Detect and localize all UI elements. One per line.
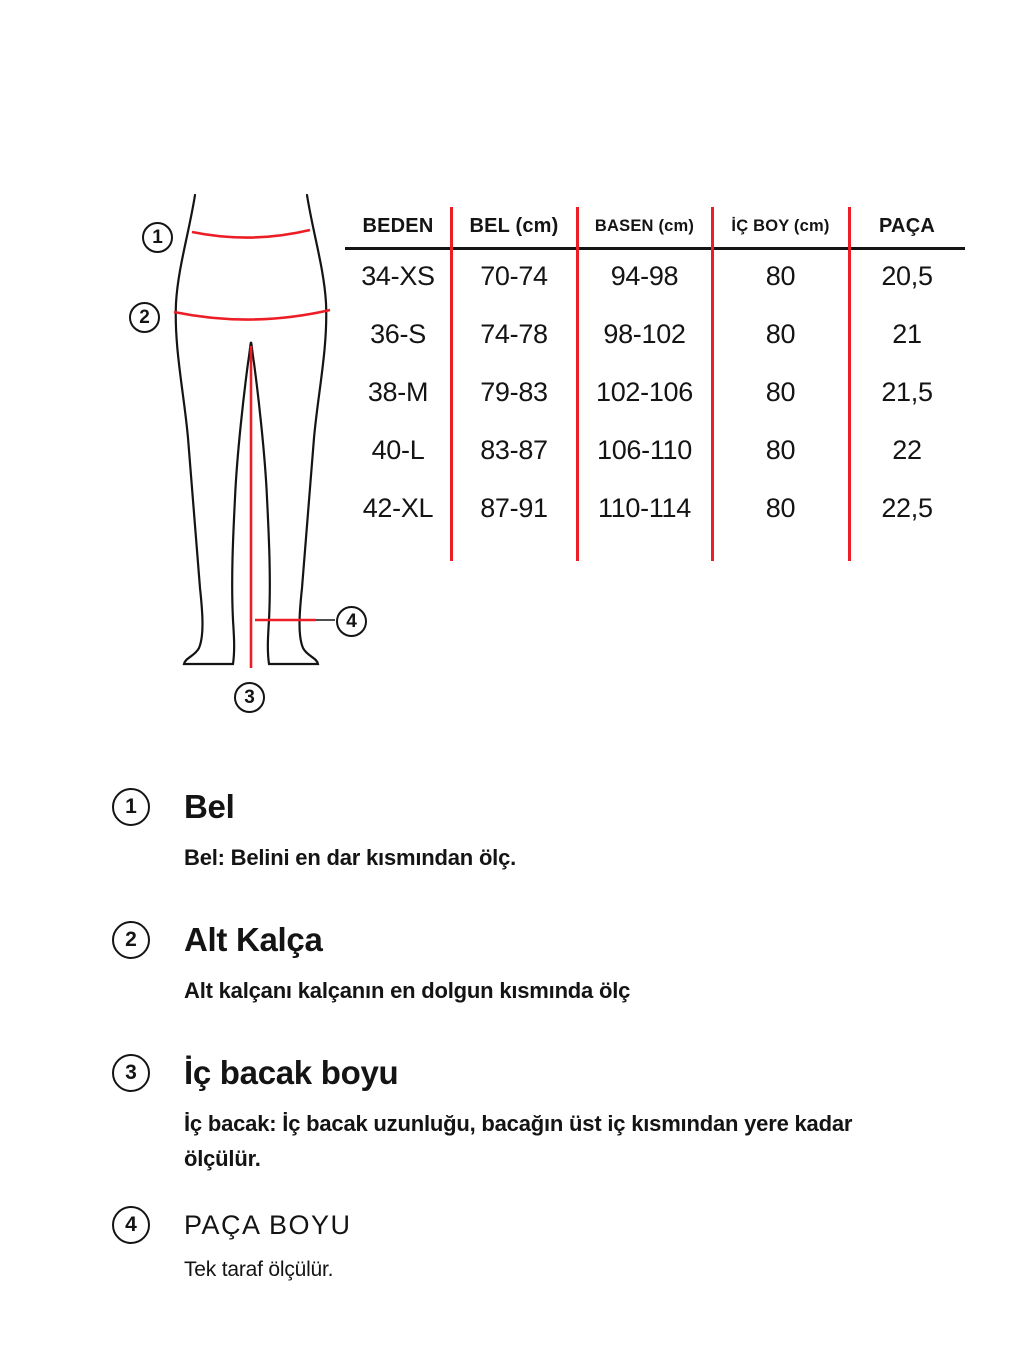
legend-title: PAÇA BOYU <box>184 1210 352 1240</box>
size-cell: 74-78 <box>480 318 548 349</box>
legend-description: Bel: Belini en dar kısmından ölç. <box>184 845 517 870</box>
column-divider <box>848 207 851 561</box>
size-cell: 80 <box>765 318 796 349</box>
size-cell: 20,5 <box>881 260 933 291</box>
pants-measurement-diagram <box>120 188 360 718</box>
legend-item-paca-boyu <box>112 1206 932 1287</box>
col-header-beden: BEDEN <box>362 214 434 237</box>
size-cell: 22 <box>892 434 922 465</box>
legend-description: İç bacak: İç bacak uzunluğu, bacağın üst iç kısmından yere kadar ölçülür. <box>184 1111 853 1171</box>
legend-description: Tek taraf ölçülür. <box>184 1258 334 1281</box>
size-table-body <box>345 247 965 537</box>
size-cell: 79-83 <box>480 376 548 407</box>
size-cell: 80 <box>765 376 796 407</box>
column-divider <box>711 207 714 561</box>
marker-4-badge: 4 <box>336 606 367 637</box>
size-cell: 80 <box>765 434 796 465</box>
size-cell: 98-102 <box>603 318 686 349</box>
size-cell: 102-106 <box>596 376 693 407</box>
size-cell: 38-M <box>367 376 429 407</box>
col-header-basen: BASEN (cm) <box>594 216 695 235</box>
marker-1-badge: 1 <box>142 222 173 253</box>
marker-3-badge: 3 <box>234 682 265 713</box>
size-cell: 40-L <box>371 434 425 465</box>
legend-marker-4: 4 <box>112 1206 150 1244</box>
size-cell: 42-XL <box>362 492 434 523</box>
col-header-bel: BEL (cm) <box>469 214 559 237</box>
measurement-legend <box>112 788 932 1333</box>
legend-item-ic-bacak <box>112 1054 932 1176</box>
size-cell: 70-74 <box>480 260 548 291</box>
legend-description: Alt kalçanı kalçanın en dolgun kısmında ölç <box>184 978 631 1003</box>
size-cell: 21 <box>892 318 922 349</box>
size-cell: 80 <box>765 492 796 523</box>
size-cell: 94-98 <box>610 260 679 291</box>
legend-item-bel <box>112 788 932 875</box>
size-cell: 36-S <box>370 318 426 349</box>
size-table-header-row <box>345 205 965 247</box>
size-cell: 34-XS <box>361 260 435 291</box>
size-cell: 80 <box>765 260 796 291</box>
col-header-icboy: İÇ BOY (cm) <box>731 216 830 235</box>
column-divider <box>450 207 453 561</box>
size-table <box>345 205 965 561</box>
header-underline <box>345 247 965 250</box>
size-cell: 106-110 <box>597 434 692 465</box>
size-cell: 83-87 <box>480 434 548 465</box>
size-cell: 22,5 <box>881 492 933 523</box>
legend-marker-3: 3 <box>112 1054 150 1092</box>
legend-title: Bel <box>184 788 235 825</box>
waist-measure-line <box>192 230 310 238</box>
legend-marker-2: 2 <box>112 921 150 959</box>
legend-title: İç bacak boyu <box>184 1054 399 1091</box>
legend-item-alt-kalca <box>112 921 932 1008</box>
marker-2-badge: 2 <box>129 302 160 333</box>
size-cell: 21,5 <box>881 376 933 407</box>
size-cell: 110-114 <box>598 492 691 523</box>
column-divider <box>576 207 579 561</box>
col-header-paca: PAÇA <box>879 214 935 237</box>
legend-title: Alt Kalça <box>184 921 323 958</box>
size-cell: 87-91 <box>480 492 548 523</box>
legend-marker-1: 1 <box>112 788 150 826</box>
hip-measure-line <box>174 310 330 320</box>
